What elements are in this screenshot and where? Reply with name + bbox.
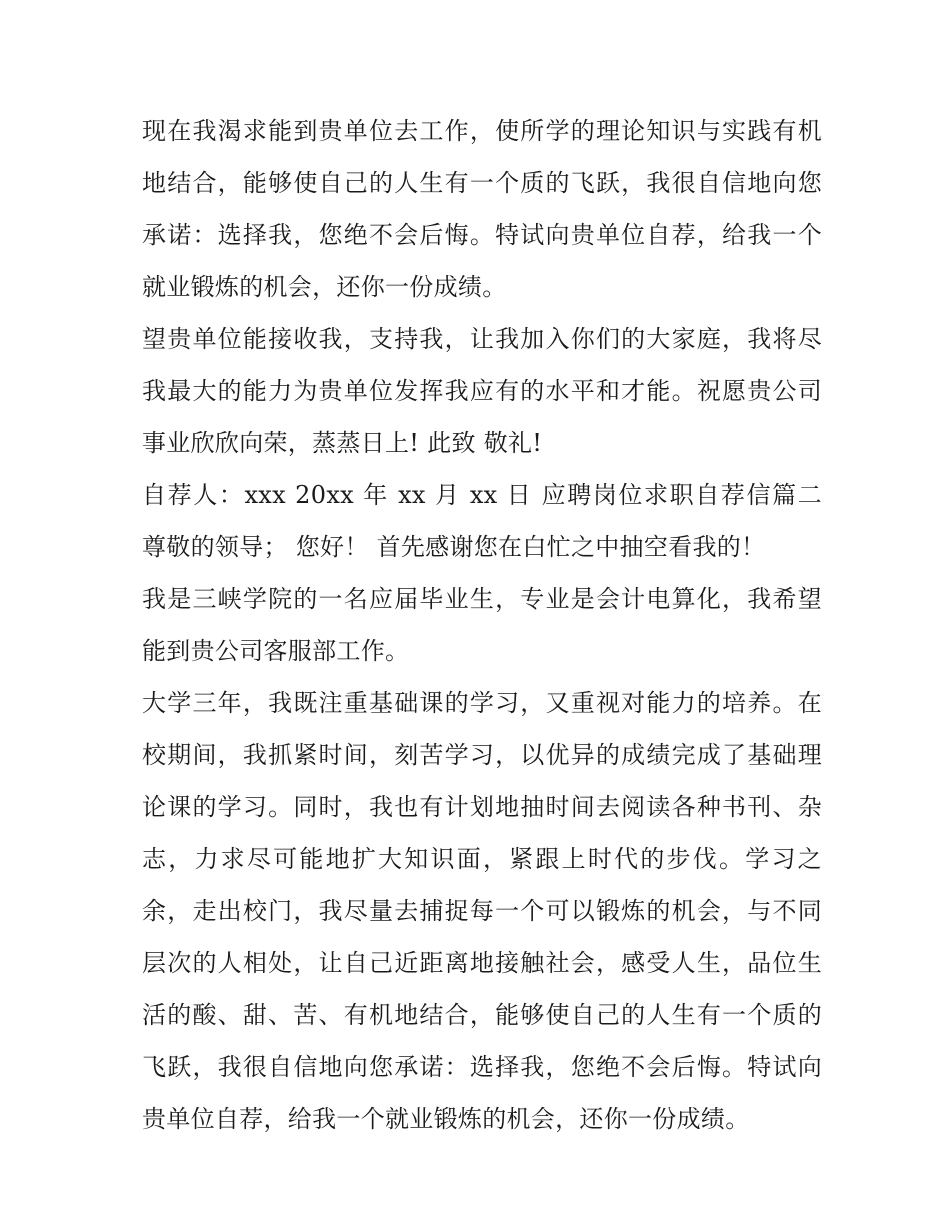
paragraph-2: 望贵单位能接收我，支持我，让我加入你们的大家庭，我将尽我最大的能力为贵单位发挥我应有的水平和才能。祝愿贵公司事业欣欣向荣，蒸蒸日上! 此致 敬礼! <box>142 325 822 457</box>
paragraph-1: 现在我渴求能到贵单位去工作，使所学的理论知识与实践有机地结合，能够使自己的人生有一个质的飞跃，我很自信地向您承诺：选择我，您绝不会后悔。特试向贵单位自荐，给我一个就业锻炼的机会，还你一份成绩。 <box>142 117 822 301</box>
paragraph-4: 我是三峡学院的一名应届毕业生，专业是会计电算化，我希望能到贵公司客服部工作。 <box>142 585 822 665</box>
document-body <box>142 105 822 1145</box>
paragraph-3: 自荐人：xxx 20xx 年 xx 月 xx 日 应聘岗位求职自荐信篇二 尊敬的领导； 您好！ 首先感谢您在白忙之中抽空看我的！ <box>142 481 822 561</box>
paragraph-5: 大学三年，我既注重基础课的学习，又重视对能力的培养。在校期间，我抓紧时间，刻苦学习，以优异的成绩完成了基础理论课的学习。同时，我也有计划地抽时间去阅读各种书刊、杂志，力求尽可能地扩大知识面，紧跟上时代的步伐。学习之余，走出校门，我尽量去捕捉每一个可以锻炼的机会，与不同层次的人相处，让自己近距离地接触社会，感受人生，品位生活的酸、甜、苦、有机地结合，能够使自己的人生有一个质的飞跃，我很自信地向您承诺：选择我，您绝不会后悔。特试向贵单位自荐，给我一个就业锻炼的机会，还你一份成绩。 <box>142 689 822 1133</box>
